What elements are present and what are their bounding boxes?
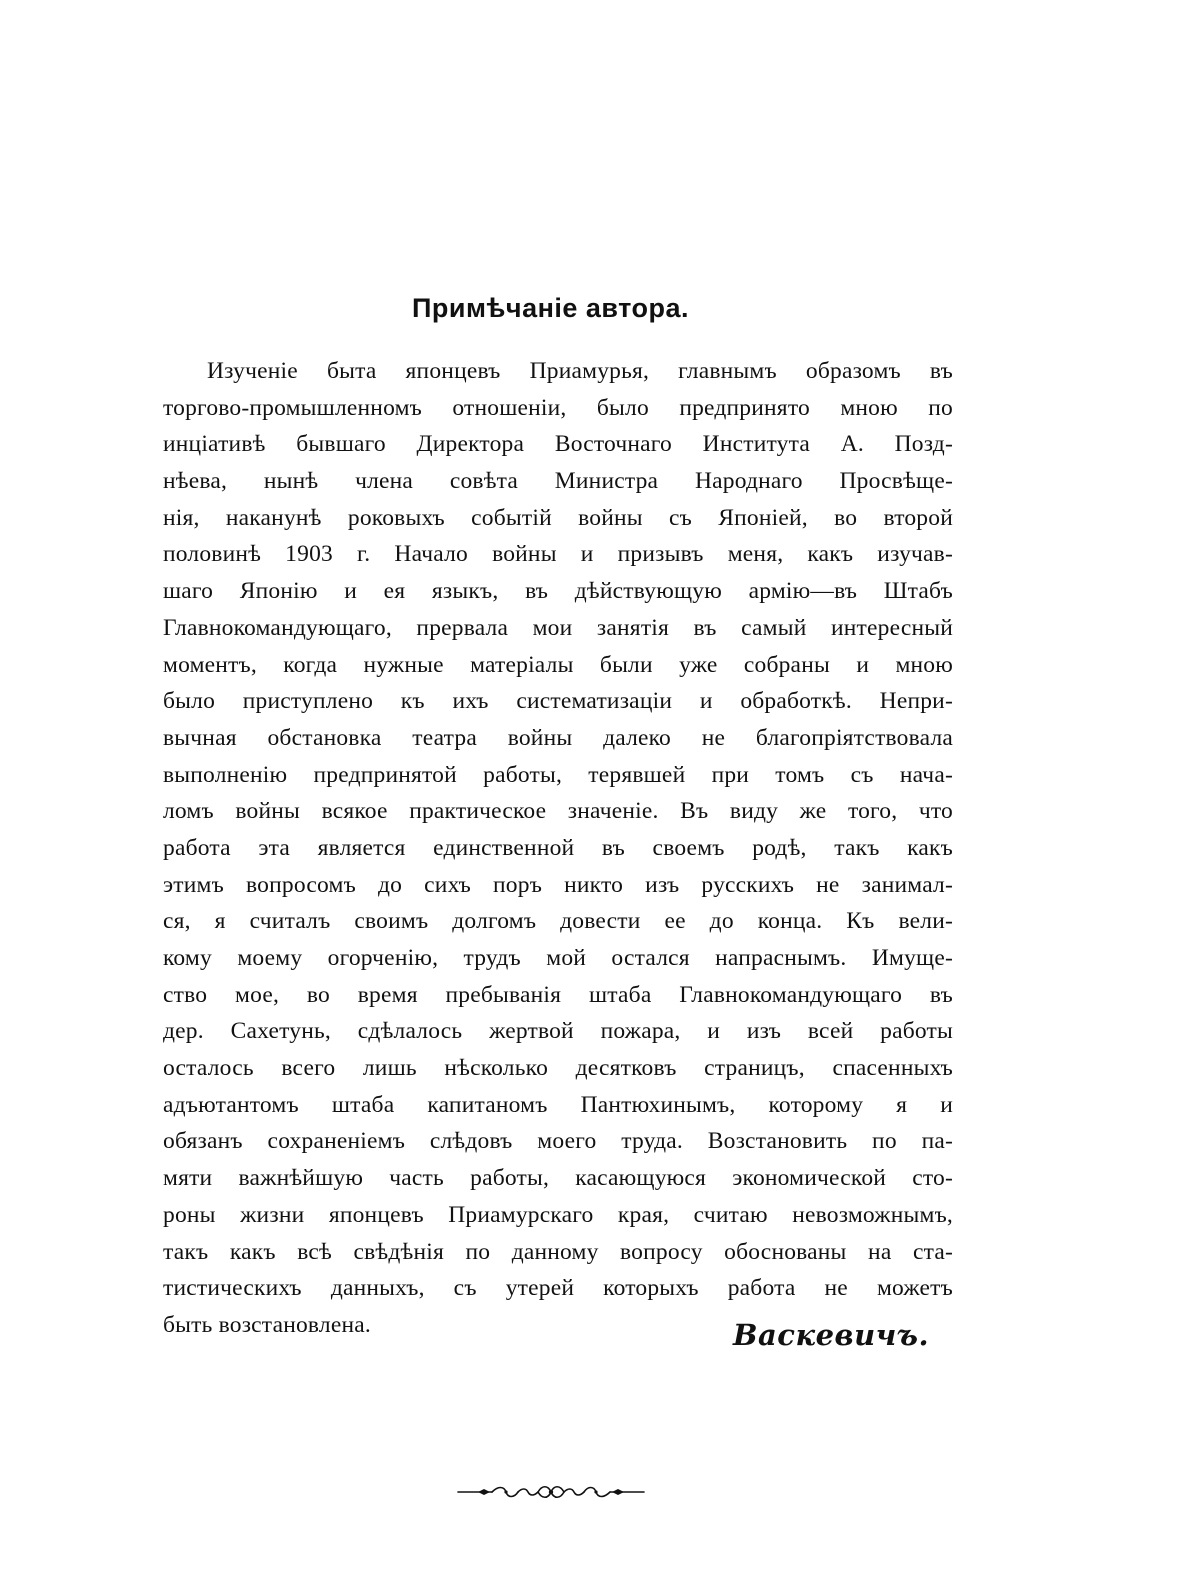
text-line: выполненію предпринятой работы, терявшей при томъ съ нача-: [163, 761, 953, 788]
text-line: нѣева, нынѣ члена совѣта Министра Народнаго Просвѣще-: [163, 468, 953, 495]
text-line: ство мое, во время пребыванія штаба Главнокомандующаго въ: [163, 981, 953, 1008]
text-line: торгово-промышленномъ отношеніи, было предпринято мною по: [163, 394, 953, 421]
text-line: кому моему огорченію, трудъ мой остался напраснымъ. Имуще-: [163, 945, 953, 971]
text-line: Главнокомандующаго, прервала мои занятія въ самый интересный: [163, 614, 953, 641]
text-line: Изученіе быта японцевъ Приамурья, главнымъ образомъ въ: [207, 358, 953, 384]
text-line: шаго Японію и ея языкъ, въ дѣйствующую армію—въ Штабъ: [163, 578, 953, 605]
text-line: тистическихъ данныхъ, съ утерей которыхъ работа не можетъ: [163, 1275, 953, 1302]
text-line: роны жизни японцевъ Приамурскаго края, считаю невозможнымъ,: [163, 1201, 953, 1228]
page-title: Примѣчаніе автора.: [411, 293, 690, 323]
text-line: адъютантомъ штаба капитаномъ Пантюхинымъ, которому я и: [163, 1091, 953, 1118]
text-line: дер. Сахетунь, сдѣлалось жертвой пожара, и изъ всей работы: [163, 1018, 953, 1045]
text-line: было приступлено къ ихъ систематизаціи и обработкѣ. Непри-: [163, 688, 953, 715]
text-line: этимъ вопросомъ до сихъ поръ никто изъ русскихъ не занимал-: [163, 871, 953, 898]
text-line: такъ какъ всѣ свѣдѣнія по данному вопросу обоснованы на ста-: [163, 1238, 953, 1265]
text-line: половинѣ 1903 г. Начало войны и призывъ меня, какъ изучав-: [163, 541, 953, 568]
text-line: мяти важнѣйшую часть работы, касающуюся экономической сто-: [163, 1165, 953, 1192]
text-line: быть возстановлена.: [163, 1311, 371, 1338]
text-line: нія, наканунѣ роковыхъ событій войны съ Японіей, во второй: [163, 504, 953, 531]
text-line: осталось всего лишь нѣсколько десятковъ страницъ, спасенныхъ: [163, 1055, 953, 1082]
decorative-ornament-icon: [456, 1482, 646, 1502]
text-line: ся, я считалъ своимъ долгомъ довести ее до конца. Къ вели-: [163, 908, 953, 935]
text-line: вычная обстановка театра войны далеко не благопріятствовала: [163, 724, 953, 751]
text-line: ломъ войны всякое практическое значеніе. Въ виду же того, что: [163, 798, 953, 825]
text-line: моментъ, когда нужные матеріалы были уже собраны и мною: [163, 651, 953, 678]
body-text: [163, 353, 953, 1344]
author-signature: Васкевичъ.: [733, 1318, 930, 1352]
text-line: инціативѣ бывшаго Директора Восточнаго Института А. Позд-: [163, 431, 953, 458]
text-line: работа эта является единственной въ своемъ родѣ, такъ какъ: [163, 834, 953, 861]
text-line: обязанъ сохраненіемъ слѣдовъ моего труда. Возстановить по па-: [163, 1128, 953, 1155]
